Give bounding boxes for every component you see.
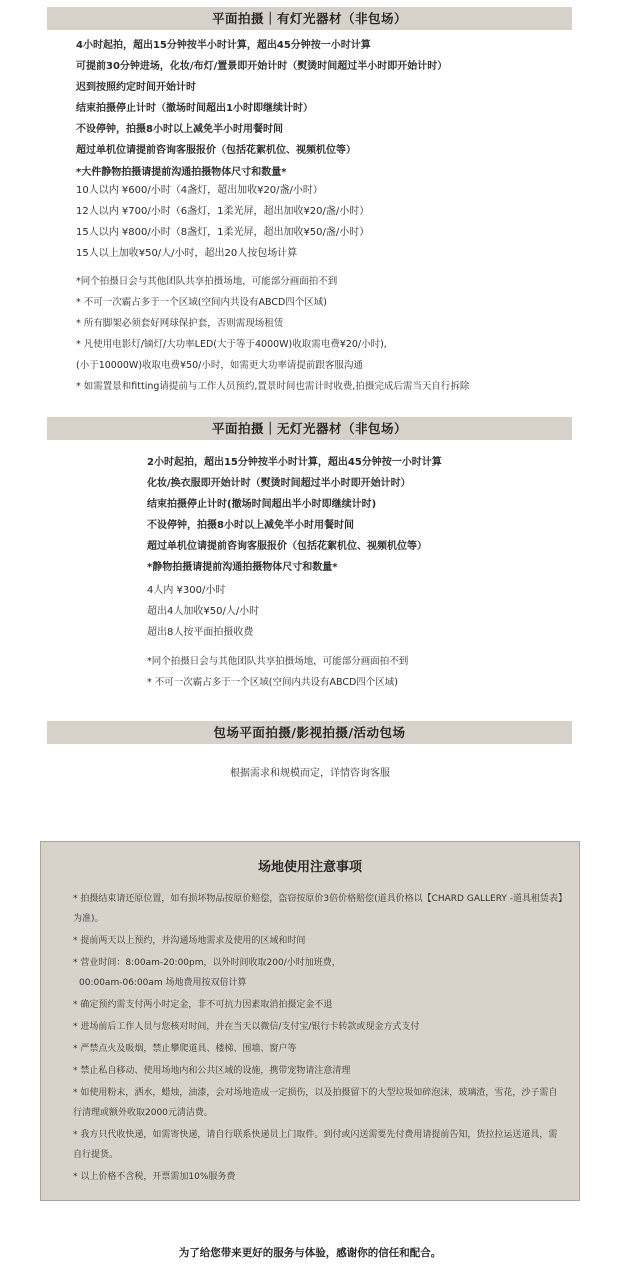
price-line: 15人以上加收¥50/人/小时，超出20人按包场计算 — [76, 248, 298, 260]
notice-box — [40, 841, 580, 1201]
rule-line: 2小时起拍，超出15分钟按半小时计算，超出45分钟按一小时计算 — [147, 457, 442, 468]
rule-line: 超过单机位请提前咨询客服报价（包括花絮机位、视频机位等） — [147, 541, 427, 553]
note-line: *同个拍摄日会与其他团队共享拍摄场地，可能部分画面拍不到 — [76, 276, 338, 287]
notice-item: * 我方只代收快递，如需寄快递，请自行联系快递员上门取件。到付或闪送需要先付费用请提前告知，货拉拉运送道具，需自行提货。 — [73, 1130, 558, 1160]
notice-item: * 确定预约需支付两小时定金，非不可抗力因素取消拍摄定金不退 — [73, 1000, 333, 1010]
section2-prices — [147, 580, 259, 643]
notice-item: * 营业时间：8:00am-20:00pm，以外时间收取200/小时加班费， — [73, 958, 341, 968]
notice-item: * 提前两天以上预约，并沟通场地需求及使用的区域和时间 — [73, 936, 306, 946]
section3-text: 根据需求和规模而定，详情咨询客服 — [230, 768, 390, 779]
rule-line: 化妆/换衣服即开始计时（熨烫时间超过半小时即开始计时） — [147, 478, 411, 490]
rule-line: 不设停钟，拍摄8小时以上减免半小时用餐时间 — [147, 520, 354, 532]
notice-item: 00:00am-06:00am 场地费用按双倍计算 — [79, 978, 247, 988]
price-line: 12人以内 ¥700/小时（6盏灯，1柔光屏，超出加收¥20/盏/小时） — [76, 206, 370, 218]
notice-item: * 拍摄结束请还原位置，如有损坏物品按原价赔偿，盗窃按原价3倍价格赔偿(道具价格以【CHARD GALLERY -道具租赁表】为准)。 — [73, 894, 563, 924]
rule-line: 结束拍摄停止计时(撤场时间超出半小时即继续计时) — [147, 499, 377, 511]
note-line: * 凡使用电影灯/镝灯/大功率LED(大于等于4000W)收取需电费¥20/小时), — [76, 339, 387, 351]
note-line: * 如需置景和fitting请提前与工作人员预约,置景时间也需计时收费,拍摄完成后需当天自行拆除 — [76, 381, 470, 393]
rule-line: 不设停钟，拍摄8小时以上减免半小时用餐时间 — [76, 124, 283, 136]
rule-line: 迟到按照约定时间开始计时 — [76, 82, 196, 94]
note-line: * 所有脚架必须套好网球保护套，否则需现场租赁 — [76, 318, 284, 330]
section2-notes — [147, 651, 408, 693]
price-line: 4人内 ¥300/小时 — [147, 585, 226, 596]
footer-text: 为了给您带来更好的服务与体验，感谢你的信任和配合。 — [178, 1247, 442, 1259]
section1-prices — [76, 180, 369, 264]
rule-line: *静物拍摄请提前沟通拍摄物体尺寸和数量* — [147, 562, 338, 574]
note-line: *同个拍摄日会与其他团队共享拍摄场地，可能部分画面拍不到 — [147, 656, 409, 667]
note-line: * 不可一次霸占多于一个区域(空间内共设有ABCD四个区域) — [147, 677, 398, 689]
notice-item: * 进场前后工作人员与您核对时间，并在当天以微信/支付宝/银行卡转款或现金方式支付 — [73, 1022, 420, 1032]
notice-list — [73, 889, 563, 1189]
notice-item: * 以上价格不含税，开票需加10%服务费 — [73, 1172, 236, 1182]
note-line: * 不可一次霸占多于一个区域(空间内共设有ABCD四个区域) — [76, 297, 327, 309]
section1-title: 平面拍摄｜有灯光器材（非包场） — [47, 7, 572, 30]
notice-item: * 禁止私自移动、使用场地内和公共区域的设施，携带宠物请注意清理 — [73, 1066, 351, 1076]
notice-item: * 严禁点火及吸烟，禁止攀爬道具、楼梯、围墙、窗户等 — [73, 1044, 297, 1054]
price-line: 15人以内 ¥800/小时（8盏灯，1柔光屏，超出加收¥50/盏/小时） — [76, 227, 370, 239]
price-line: 10人以内 ¥600/小时（4盏灯，超出加收¥20/盏/小时） — [76, 185, 323, 196]
section2-rules — [147, 452, 442, 579]
section2-title: 平面拍摄｜无灯光器材（非包场） — [47, 417, 572, 440]
rule-line: 可提前30分钟进场，化妆/布灯/置景即开始计时（熨烫时间超过半小时即开始计时） — [76, 61, 448, 73]
rule-line: 4小时起拍，超出15分钟按半小时计算，超出45分钟按一小时计算 — [76, 40, 371, 51]
section3-title: 包场平面拍摄/影视拍摄/活动包场 — [47, 721, 572, 744]
section1-rules — [76, 35, 447, 183]
notice-title: 场地使用注意事项 — [257, 860, 362, 875]
notice-item: * 如使用粉末，洒水，蜡烛，油漆，会对场地造成一定损伤，以及拍摄留下的大型垃圾如碎泡沫，玻璃渣，雪花，沙子需自行清理或额外收取2000元清洁费。 — [73, 1088, 558, 1118]
rule-line: 结束拍摄停止计时（撤场时间超出1小时即继续计时） — [76, 103, 313, 115]
note-line: (小于10000W)收取电费¥50/小时，如需更大功率请提前跟客服沟通 — [76, 360, 363, 372]
rule-line: 超过单机位请提前咨询客服报价（包括花絮机位、视频机位等） — [76, 145, 356, 157]
rule-line: *大件静物拍摄请提前沟通拍摄物体尺寸和数量* — [76, 166, 287, 178]
price-line: 超出8人按平面拍摄收费 — [147, 627, 254, 639]
section1-notes — [76, 271, 469, 398]
price-line: 超出4人加收¥50/人/小时 — [147, 606, 260, 618]
